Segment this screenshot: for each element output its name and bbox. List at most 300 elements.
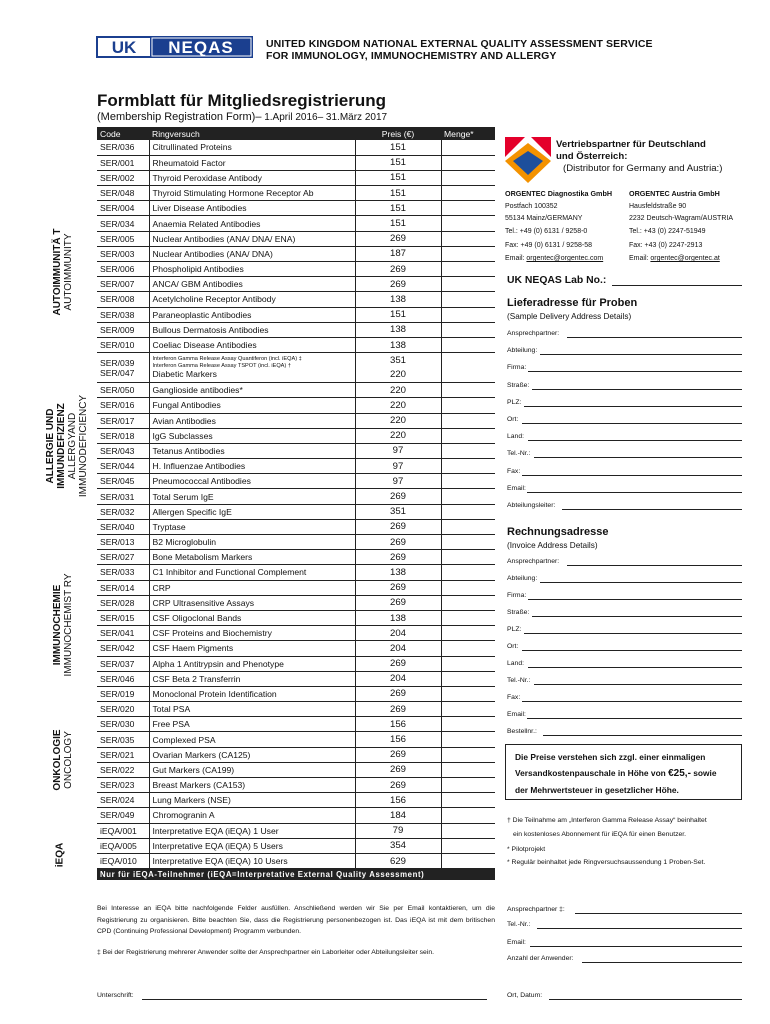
row-quantity-input[interactable]	[441, 474, 495, 489]
ieqa-users-label: Anzahl der Anwender:	[507, 955, 574, 962]
delivery-field-label: Fax:	[507, 467, 521, 475]
row-code: SER/005	[97, 231, 149, 246]
table-row	[97, 717, 495, 732]
row-quantity-input[interactable]	[441, 519, 495, 534]
row-code: SER/034	[97, 216, 149, 231]
row-quantity-input[interactable]	[441, 793, 495, 808]
distributor-de-tel: Tel.: +49 (0) 6131 / 9258-0	[505, 228, 588, 235]
row-quantity-input[interactable]	[441, 170, 495, 185]
row-name: CSF Beta 2 Transferrin	[149, 671, 355, 686]
row-quantity-input[interactable]	[441, 762, 495, 777]
svg-text:UK: UK	[111, 38, 137, 57]
row-code: SER/049	[97, 808, 149, 823]
row-name: Bone Metabolism Markers	[149, 550, 355, 565]
row-quantity-input[interactable]	[441, 307, 495, 322]
row-price: 269	[355, 550, 441, 565]
row-code: SER/021	[97, 747, 149, 762]
delivery-field-label: Email:	[507, 484, 526, 492]
row-quantity-input[interactable]	[441, 231, 495, 246]
row-price: 138	[355, 337, 441, 352]
table-row	[97, 838, 495, 853]
row-code: SER/033	[97, 565, 149, 580]
table-header-row	[97, 127, 495, 140]
row-code: SER/032	[97, 504, 149, 519]
row-quantity-input[interactable]	[441, 443, 495, 458]
row-price: 204	[355, 641, 441, 656]
delivery-field-label: PLZ:	[507, 398, 522, 406]
row-code: SER/018	[97, 428, 149, 443]
row-code-2: SER/047	[100, 367, 135, 378]
row-price	[355, 353, 441, 383]
table-row	[97, 762, 495, 777]
distributor-de-email-link[interactable]: orgentec@orgentec.com	[526, 255, 604, 262]
table-row	[97, 489, 495, 504]
page-title: Formblatt für Mitgliedsregistrierung	[97, 91, 387, 110]
row-code: SER/020	[97, 702, 149, 717]
side-label-immunochemistry	[52, 574, 74, 677]
row-quantity-input[interactable]	[441, 550, 495, 565]
row-price: 156	[355, 793, 441, 808]
row-quantity-input[interactable]	[441, 201, 495, 216]
invoice-field-input[interactable]	[528, 667, 742, 668]
table-row	[97, 398, 495, 413]
note-dagger-2: ein kostenloses Abonnement für iEQA für einen Benutzer.	[513, 831, 687, 838]
row-quantity-input[interactable]	[441, 353, 495, 383]
signature-input[interactable]	[142, 999, 487, 1000]
row-code: iEQA/001	[97, 823, 149, 838]
row-name: ANCA/ GBM Antibodies	[149, 277, 355, 292]
row-quantity-input[interactable]	[441, 428, 495, 443]
row-code: SER/022	[97, 762, 149, 777]
invoice-field-input[interactable]	[567, 565, 742, 566]
distributor-heading-3: (Distributor for Germany and Austria:)	[563, 163, 723, 174]
ieqa-contact-label: Ansprechpartner ‡:	[507, 906, 565, 913]
delivery-field-input[interactable]	[528, 371, 742, 372]
row-code: SER/040	[97, 519, 149, 534]
table-row	[97, 823, 495, 838]
row-quantity-input[interactable]	[441, 383, 495, 398]
invoice-field-input[interactable]	[522, 701, 742, 702]
delivery-field-label: Ansprechpartner:	[507, 330, 560, 337]
row-name: B2 Microglobulin	[149, 535, 355, 550]
invoice-field-label: Tel.-Nr.:	[507, 677, 531, 684]
invoice-field-input[interactable]	[540, 582, 742, 583]
delivery-field-label: Ort:	[507, 416, 519, 423]
distributor-heading-1: Vertriebspartner für Deutschland	[556, 139, 706, 150]
row-name: CSF Oligoclonal Bands	[149, 610, 355, 625]
row-name: Breast Markers (CA153)	[149, 778, 355, 793]
invoice-field-input[interactable]	[532, 616, 742, 617]
invoice-subheading: (Invoice Address Details)	[507, 541, 598, 550]
row-quantity-input[interactable]	[441, 292, 495, 307]
delivery-field-input[interactable]	[524, 406, 742, 407]
table-row	[97, 307, 495, 322]
row-quantity-input[interactable]	[441, 747, 495, 762]
note-regular: * Regulär beinhaltet jede Ringversuchsaussendung 1 Proben-Set.	[507, 859, 706, 866]
row-quantity-input[interactable]	[441, 610, 495, 625]
invoice-field-label: Bestellnr.:	[507, 728, 537, 735]
distributor-at-email-label: Email:	[629, 255, 651, 262]
subtitle-prefix: (Membership Registration Form)–	[97, 111, 262, 123]
side-label-autoimmunity	[52, 228, 74, 315]
row-quantity-input[interactable]	[441, 853, 495, 868]
invoice-field-label: Email:	[507, 711, 526, 718]
row-code: SER/001	[97, 155, 149, 170]
side-label-allergy	[45, 395, 89, 497]
delivery-field-input[interactable]	[540, 354, 742, 355]
row-price: 629	[355, 853, 441, 868]
ieqa-tel-input[interactable]	[537, 928, 742, 929]
orgentec-logo	[505, 137, 551, 185]
row-quantity-input[interactable]	[441, 717, 495, 732]
row-quantity-input[interactable]	[441, 656, 495, 671]
ieqa-info-text: Bei Interesse an iEQA bitte nachfolgende Felder ausfüllen. Anschließend werden wir Sie per Email kontaktieren, um die Registrierung zu organisieren. Bitte beachten Sie, dass die Registrierung personenbezogen ist. Das iEQA ist mit dem britischen CPD (Continuing Professional Development) Programm verbunden.	[97, 905, 495, 936]
row-price: 79	[355, 823, 441, 838]
table-row	[97, 246, 495, 261]
row-price: 151	[355, 307, 441, 322]
col-qty-header: Menge*	[441, 127, 495, 140]
row-code: SER/014	[97, 580, 149, 595]
row-code: SER/013	[97, 535, 149, 550]
row-quantity-input[interactable]	[441, 337, 495, 352]
row-price: 184	[355, 808, 441, 823]
table-footer-text: Nur für iEQA-Teilnehmer (iEQA=Interpretative External Quality Assessment)	[97, 869, 495, 880]
row-name: Ovarian Markers (CA125)	[149, 747, 355, 762]
table-row	[97, 656, 495, 671]
row-name: CSF Haem Pigments	[149, 641, 355, 656]
row-price: 138	[355, 322, 441, 337]
side-label-autoimmunity-de: AUTOIMMUNITÄ T	[52, 228, 63, 316]
invoice-field-label: Fax:	[507, 694, 521, 701]
place-date-input[interactable]	[549, 999, 742, 1000]
invoice-field-label: Ansprechpartner:	[507, 558, 560, 565]
row-quantity-input[interactable]	[441, 686, 495, 701]
page-subtitle	[97, 111, 387, 123]
row-code: SER/038	[97, 307, 149, 322]
delivery-field-label: Straße:	[507, 381, 530, 389]
row-name: Pneumococcal Antibodies	[149, 474, 355, 489]
signature-label: Unterschrift:	[97, 992, 134, 999]
row-quantity-input[interactable]	[441, 595, 495, 610]
row-name: H. Influenzae Antibodies	[149, 459, 355, 474]
distributor-heading-2: und Österreich:	[556, 151, 628, 162]
invoice-field-label: Land:	[507, 660, 525, 667]
row-name: Allergen Specific IgE	[149, 504, 355, 519]
row-price: 269	[355, 580, 441, 595]
row-code	[97, 353, 149, 383]
row-name: Alpha 1 Antitrypsin and Phenotype	[149, 656, 355, 671]
table-row	[97, 474, 495, 489]
row-quantity-input[interactable]	[441, 823, 495, 838]
table-row	[97, 732, 495, 747]
row-name: Tetanus Antibodies	[149, 443, 355, 458]
row-quantity-input[interactable]	[441, 641, 495, 656]
side-label-immuno-en: IMMUNOCHEMIST RY	[63, 573, 74, 677]
table-row	[97, 671, 495, 686]
row-price: 138	[355, 565, 441, 580]
row-quantity-input[interactable]	[441, 246, 495, 261]
row-quantity-input[interactable]	[441, 459, 495, 474]
invoice-field-input[interactable]	[527, 718, 742, 719]
row-price: 269	[355, 778, 441, 793]
row-price: 220	[355, 383, 441, 398]
table-row	[97, 337, 495, 352]
row-code: SER/010	[97, 337, 149, 352]
row-code: SER/002	[97, 170, 149, 185]
row-quantity-input[interactable]	[441, 838, 495, 853]
row-quantity-input[interactable]	[441, 626, 495, 641]
side-label-allergy-en1: ALLERGYAND	[67, 412, 78, 480]
row-quantity-input[interactable]	[441, 277, 495, 292]
side-label-allergy-de1: ALLERGIE UND	[45, 408, 56, 484]
row-code: SER/042	[97, 641, 149, 656]
table-row	[97, 793, 495, 808]
row-code: iEQA/005	[97, 838, 149, 853]
row-quantity-input[interactable]	[441, 489, 495, 504]
table-row	[97, 702, 495, 717]
distributor-de-fax: Fax: +49 (0) 6131 / 9258-58	[505, 242, 592, 249]
table-row	[97, 428, 495, 443]
row-quantity-input[interactable]	[441, 580, 495, 595]
table-row	[97, 140, 495, 155]
row-price: 269	[355, 262, 441, 277]
ieqa-users-input[interactable]	[582, 962, 742, 963]
row-name: Fungal Antibodies	[149, 398, 355, 413]
table-row	[97, 747, 495, 762]
table-footer-row	[97, 869, 495, 880]
row-name: CRP Ultrasensitive Assays	[149, 595, 355, 610]
org-name-line1: UNITED KINGDOM NATIONAL EXTERNAL QUALITY ASSESSMENT SERVICE	[266, 38, 653, 50]
table-row	[97, 170, 495, 185]
table-row	[97, 595, 495, 610]
table-row	[97, 322, 495, 337]
delivery-field-label: Firma:	[507, 364, 527, 372]
invoice-field-input[interactable]	[528, 599, 742, 600]
row-price: 269	[355, 519, 441, 534]
ieqa-email-input[interactable]	[530, 946, 742, 947]
row-code: SER/024	[97, 793, 149, 808]
table-row	[97, 459, 495, 474]
row-name: C1 Inhibitor and Functional Complement	[149, 565, 355, 580]
table-row	[97, 155, 495, 170]
row-quantity-input[interactable]	[441, 565, 495, 580]
side-label-ieqa	[55, 843, 66, 867]
row-name: Interpretative EQA (iEQA) 10 Users	[149, 853, 355, 868]
col-name-header: Ringversuch	[149, 127, 355, 140]
row-name: Chromogranin A	[149, 808, 355, 823]
note-dagger-1: † Die Teilnahme am „Interferon Gamma Release Assay“ beinhaltet	[507, 817, 707, 824]
row-quantity-input[interactable]	[441, 732, 495, 747]
row-price: 269	[355, 702, 441, 717]
row-code: SER/043	[97, 443, 149, 458]
row-price-2: 220	[389, 368, 406, 380]
row-quantity-input[interactable]	[441, 155, 495, 170]
row-quantity-input[interactable]	[441, 504, 495, 519]
row-price: 138	[355, 292, 441, 307]
row-quantity-input[interactable]	[441, 322, 495, 337]
row-code: SER/015	[97, 610, 149, 625]
delivery-field-input[interactable]	[562, 509, 742, 510]
row-name: Phospholipid Antibodies	[149, 262, 355, 277]
row-quantity-input[interactable]	[441, 535, 495, 550]
row-price: 269	[355, 535, 441, 550]
row-price: 204	[355, 671, 441, 686]
row-name: Tryptase	[149, 519, 355, 534]
side-label-ieqa-text: iEQA	[54, 842, 66, 868]
row-code: SER/037	[97, 656, 149, 671]
table-row	[97, 413, 495, 428]
row-code: SER/008	[97, 292, 149, 307]
distributor-heading	[556, 139, 706, 163]
side-label-allergy-de2: IMMUNDEFIZIENZ	[56, 403, 67, 489]
row-price: 151	[355, 170, 441, 185]
ieqa-contact-input[interactable]	[575, 913, 742, 914]
row-quantity-input[interactable]	[441, 671, 495, 686]
note-pilot: * Pilotprojekt	[507, 846, 546, 853]
row-quantity-input[interactable]	[441, 808, 495, 823]
row-name: Avian Antibodies	[149, 413, 355, 428]
row-name-3: Diabetic Markers	[152, 369, 217, 380]
row-code: SER/004	[97, 201, 149, 216]
price-note-box	[505, 744, 742, 800]
row-name: Anaemia Related Antibodies	[149, 216, 355, 231]
row-quantity-input[interactable]	[441, 413, 495, 428]
row-code: SER/023	[97, 778, 149, 793]
row-code: SER/036	[97, 140, 149, 155]
row-code: iEQA/010	[97, 853, 149, 868]
row-price: 269	[355, 595, 441, 610]
invoice-field-label: Firma:	[507, 592, 527, 599]
col-code-header: Code	[97, 127, 149, 140]
row-price: 269	[355, 277, 441, 292]
delivery-field-input[interactable]	[532, 389, 742, 390]
row-quantity-input[interactable]	[441, 216, 495, 231]
row-code: SER/044	[97, 459, 149, 474]
table-row	[97, 808, 495, 823]
row-code: SER/028	[97, 595, 149, 610]
table-row	[97, 231, 495, 246]
table-row	[97, 580, 495, 595]
delivery-field-input[interactable]	[522, 475, 742, 476]
row-price: 269	[355, 231, 441, 246]
row-code: SER/019	[97, 686, 149, 701]
row-quantity-input[interactable]	[441, 186, 495, 201]
row-name: Citrullinated Proteins	[149, 140, 355, 155]
row-name-1: Interferon Gamma Release Assay Quantiferon (incl. iEQA) ‡	[152, 356, 302, 363]
distributor-at-email-link[interactable]: orgentec@orgentec.at	[650, 255, 720, 262]
row-price: 151	[355, 216, 441, 231]
delivery-heading: Lieferadresse für Proben	[507, 297, 638, 309]
row-quantity-input[interactable]	[441, 398, 495, 413]
row-name: Total PSA	[149, 702, 355, 717]
row-code: SER/045	[97, 474, 149, 489]
row-price: 156	[355, 732, 441, 747]
side-label-oncology	[52, 729, 74, 790]
price-note-line1: Die Preise verstehen sich zzgl. einer einmaligen	[515, 752, 706, 762]
distributor-de-addr2: 55134 Mainz/GERMANY	[505, 215, 583, 222]
table-row	[97, 262, 495, 277]
row-price: 220	[355, 428, 441, 443]
row-price: 151	[355, 140, 441, 155]
distributor-de-addr1: Postfach 100352	[505, 203, 558, 210]
row-name: CRP	[149, 580, 355, 595]
lab-no-input[interactable]	[612, 285, 742, 286]
row-price: 354	[355, 838, 441, 853]
table-row	[97, 565, 495, 580]
table-row	[97, 277, 495, 292]
row-price: 269	[355, 489, 441, 504]
row-price: 220	[355, 413, 441, 428]
ieqa-email-label: Email:	[507, 939, 526, 946]
distributor-de-email-label: Email:	[505, 255, 527, 262]
invoice-field-input[interactable]	[543, 735, 742, 736]
table-row	[97, 550, 495, 565]
row-price-1: 351	[389, 354, 406, 366]
row-name: Rheumatoid Factor	[149, 155, 355, 170]
price-note-line2	[515, 765, 741, 782]
row-code: SER/016	[97, 398, 149, 413]
row-name: Liver Disease Antibodies	[149, 201, 355, 216]
invoice-field-input[interactable]	[534, 684, 742, 685]
invoice-field-label: Abteilung:	[507, 575, 538, 582]
row-price: 97	[355, 443, 441, 458]
distributor-at-fax: Fax: +43 (0) 2247-2913	[629, 242, 703, 249]
programme-table	[97, 127, 495, 880]
table-row	[97, 626, 495, 641]
side-label-onko-en: ONCOLOGY	[63, 731, 74, 789]
side-label-immuno-de: IMMUNOCHEMIE	[52, 584, 63, 666]
invoice-field-label: PLZ:	[507, 626, 522, 633]
row-code: SER/027	[97, 550, 149, 565]
invoice-field-label: Straße:	[507, 609, 530, 616]
row-quantity-input[interactable]	[441, 778, 495, 793]
row-price: 187	[355, 246, 441, 261]
row-quantity-input[interactable]	[441, 702, 495, 717]
delivery-field-input[interactable]	[567, 337, 742, 338]
distributor-de-name: ORGENTEC Diagnostika GmbH	[505, 189, 613, 198]
delivery-field-input[interactable]	[528, 440, 742, 441]
delivery-field-input[interactable]	[522, 423, 742, 424]
row-quantity-input[interactable]	[441, 140, 495, 155]
invoice-field-input[interactable]	[522, 650, 742, 651]
row-quantity-input[interactable]	[441, 262, 495, 277]
row-name: Acetylcholine Receptor Antibody	[149, 292, 355, 307]
delivery-field-input[interactable]	[534, 457, 742, 458]
delivery-field-input[interactable]	[527, 492, 742, 493]
side-label-autoimmunity-en: AUTOIMMUNITY	[63, 233, 74, 311]
row-name: Complexed PSA	[149, 732, 355, 747]
table-row	[97, 186, 495, 201]
row-price: 269	[355, 656, 441, 671]
row-name: Lung Markers (NSE)	[149, 793, 355, 808]
row-name: Bullous Dermatosis Antibodies	[149, 322, 355, 337]
row-name: Total Serum IgE	[149, 489, 355, 504]
delivery-field-label: Abteilungsleiter:	[507, 502, 556, 509]
table-row-double	[97, 353, 495, 383]
table-row	[97, 610, 495, 625]
row-name: Free PSA	[149, 717, 355, 732]
row-code: SER/030	[97, 717, 149, 732]
row-name: Nuclear Antibodies (ANA/ DNA/ ENA)	[149, 231, 355, 246]
distributor-at-name: ORGENTEC Austria GmbH	[629, 189, 720, 198]
row-name: Thyroid Stimulating Hormone Receptor Ab	[149, 186, 355, 201]
invoice-field-label: Ort:	[507, 643, 519, 650]
row-price: 151	[355, 201, 441, 216]
table-row	[97, 519, 495, 534]
row-name-2: Interferon Gamma Release Assay TSPOT (incl. iEQA) †	[152, 362, 291, 369]
invoice-field-input[interactable]	[524, 633, 742, 634]
row-code: SER/007	[97, 277, 149, 292]
